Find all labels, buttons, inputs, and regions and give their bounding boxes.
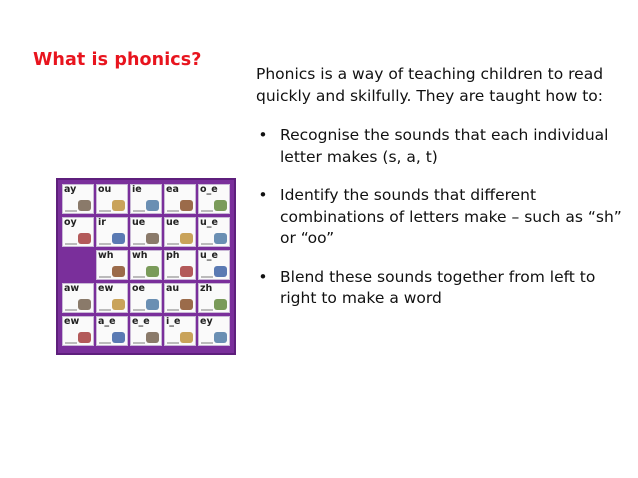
- chart-cell-caption: [65, 342, 77, 344]
- chart-cell-label: wh: [98, 250, 114, 261]
- chart-cell-caption: [201, 210, 213, 212]
- chart-cell-picture: [146, 299, 159, 310]
- chart-cell: [130, 217, 162, 247]
- chart-cell-picture: [112, 200, 125, 211]
- chart-cell-picture: [214, 200, 227, 211]
- chart-cell-picture: [78, 200, 91, 211]
- chart-cell-label: ie: [132, 184, 142, 195]
- chart-cell-picture: [146, 233, 159, 244]
- intro-paragraph: Phonics is a way of teaching children to read quickly and skilfully. They are taught how to:: [256, 65, 604, 105]
- chart-cell-label: ea: [166, 184, 179, 195]
- bullet-text: Recognise the sounds that each individual letter makes (s, a, t): [280, 126, 609, 166]
- chart-cell: [62, 283, 94, 313]
- chart-cell-caption: [99, 243, 111, 245]
- chart-cell-picture: [78, 332, 91, 343]
- chart-cell-label: ey: [200, 316, 213, 327]
- chart-cell-label: e_e: [132, 316, 150, 327]
- chart-cell-picture: [112, 332, 125, 343]
- chart-cell-caption: [99, 276, 111, 278]
- phonics-chart-image: [56, 178, 236, 355]
- chart-cell: [62, 184, 94, 214]
- chart-cell-caption: [133, 276, 145, 278]
- chart-cell-label: zh: [200, 283, 213, 294]
- chart-cell-caption: [167, 210, 179, 212]
- chart-cell-picture: [180, 299, 193, 310]
- chart-cell-caption: [133, 309, 145, 311]
- chart-cell: [164, 250, 196, 280]
- chart-cell-picture: [214, 332, 227, 343]
- chart-cell-label: ir: [98, 217, 106, 228]
- chart-cell-caption: [133, 243, 145, 245]
- chart-cell-picture: [214, 233, 227, 244]
- chart-cell-label: a_e: [98, 316, 116, 327]
- chart-cell-label: aw: [64, 283, 80, 294]
- chart-cell-picture: [112, 299, 125, 310]
- chart-cell-picture: [146, 266, 159, 277]
- chart-cell: [96, 184, 128, 214]
- chart-cell-caption: [201, 309, 213, 311]
- chart-cell: [198, 283, 230, 313]
- chart-cell: [62, 217, 94, 247]
- bullet-text: Identify the sounds that different combinations of letters make – such as “sh” or “oo”: [280, 186, 622, 247]
- chart-cell-caption: [133, 342, 145, 344]
- chart-cell: [130, 316, 162, 346]
- chart-cell-picture: [78, 233, 91, 244]
- chart-cell-label: ew: [98, 283, 114, 294]
- chart-cell: [198, 184, 230, 214]
- chart-cell-picture: [146, 200, 159, 211]
- bullet-item: [256, 185, 628, 250]
- chart-cell-picture: [146, 332, 159, 343]
- chart-cell: [198, 250, 230, 280]
- chart-cell: [164, 283, 196, 313]
- chart-cell-caption: [65, 243, 77, 245]
- chart-cell-caption: [65, 210, 77, 212]
- chart-cell-caption: [167, 309, 179, 311]
- chart-cell: [164, 217, 196, 247]
- chart-cell: [164, 184, 196, 214]
- bullet-item: [256, 125, 628, 168]
- chart-cell: [96, 316, 128, 346]
- chart-cell-picture: [214, 266, 227, 277]
- chart-cell: [96, 283, 128, 313]
- chart-cell-caption: [201, 342, 213, 344]
- chart-cell-picture: [112, 233, 125, 244]
- chart-cell-label: o_e: [200, 184, 218, 195]
- chart-cell-caption: [99, 309, 111, 311]
- chart-cell: [130, 283, 162, 313]
- chart-cell-picture: [78, 299, 91, 310]
- bullet-item: [256, 267, 628, 310]
- chart-cell-label: u_e: [200, 250, 218, 261]
- chart-cell: [96, 217, 128, 247]
- bullet-dot: •: [258, 126, 268, 144]
- chart-cell-label: ue: [166, 217, 180, 228]
- slide-body: [256, 64, 628, 327]
- chart-cell-caption: [133, 210, 145, 212]
- chart-cell-label: ue: [132, 217, 146, 228]
- phonics-chart-grid: [62, 184, 230, 349]
- chart-cell-caption: [99, 342, 111, 344]
- slide-title: What is phonics?: [33, 50, 202, 70]
- chart-cell-label: wh: [132, 250, 148, 261]
- chart-cell-picture: [214, 299, 227, 310]
- chart-cell: [96, 250, 128, 280]
- chart-cell-label: u_e: [200, 217, 218, 228]
- chart-cell-label: ou: [98, 184, 112, 195]
- bullet-text: Blend these sounds together from left to right to make a word: [280, 267, 596, 307]
- chart-cell: [62, 316, 94, 346]
- chart-cell-label: oy: [64, 217, 77, 228]
- chart-cell-caption: [167, 342, 179, 344]
- chart-cell-caption: [167, 276, 179, 278]
- chart-cell-label: ph: [166, 250, 180, 261]
- chart-empty-cell: [62, 250, 94, 280]
- chart-cell-caption: [99, 210, 111, 212]
- chart-cell: [130, 250, 162, 280]
- chart-cell-picture: [180, 266, 193, 277]
- bullet-list: [256, 125, 628, 310]
- chart-cell: [164, 316, 196, 346]
- chart-cell: [198, 217, 230, 247]
- chart-cell-label: oe: [132, 283, 145, 294]
- chart-cell-caption: [65, 309, 77, 311]
- chart-cell-picture: [180, 332, 193, 343]
- chart-cell-picture: [112, 266, 125, 277]
- chart-cell-picture: [180, 200, 193, 211]
- bullet-dot: •: [258, 267, 268, 286]
- bullet-dot: •: [258, 186, 268, 204]
- chart-cell-caption: [201, 276, 213, 278]
- chart-cell-picture: [180, 233, 193, 244]
- chart-cell-label: i_e: [166, 316, 181, 327]
- chart-cell-label: au: [166, 283, 180, 294]
- chart-cell-label: ew: [64, 316, 80, 327]
- chart-cell-label: ay: [64, 184, 77, 195]
- chart-cell: [198, 316, 230, 346]
- chart-cell: [130, 184, 162, 214]
- chart-cell-caption: [201, 243, 213, 245]
- chart-cell-caption: [167, 243, 179, 245]
